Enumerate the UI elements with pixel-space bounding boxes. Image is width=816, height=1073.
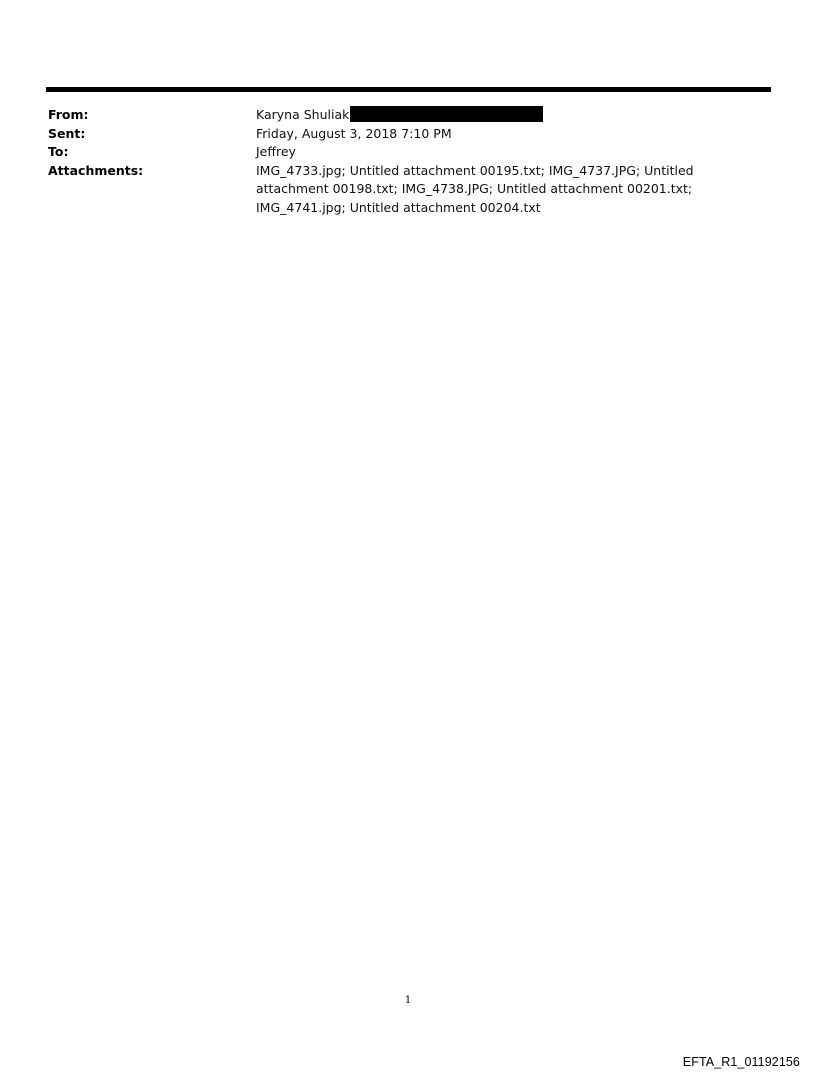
email-header [48, 106, 748, 217]
redaction-block [350, 106, 543, 122]
attachments-label: Attachments: [48, 162, 144, 178]
page-number: 1 [404, 995, 412, 1006]
from-row [48, 106, 748, 125]
bates-number: EFTA_R1_01192156 [682, 1055, 800, 1069]
to-row [48, 143, 748, 162]
sent-label: Sent: [48, 125, 86, 141]
from-value: Karyna Shuliak [256, 107, 350, 122]
from-label: From: [48, 107, 89, 122]
to-value: Jeffrey [256, 144, 296, 159]
attachments-value: IMG_4733.jpg; Untitled attachment 00195.txt; IMG_4737.JPG; Untitled attachment 00198.txt; IMG_4738.JPG; Untitled attachment 00201.txt; IMG_4741.jpg; Untitled attachment 00204.txt [256, 162, 694, 215]
from-value-wrap [256, 106, 748, 125]
attachments-row [48, 162, 748, 218]
header-divider [46, 87, 771, 92]
to-label: To: [48, 144, 69, 159]
sent-row [48, 125, 748, 144]
sent-value: Friday, August 3, 2018 7:10 PM [256, 125, 452, 141]
